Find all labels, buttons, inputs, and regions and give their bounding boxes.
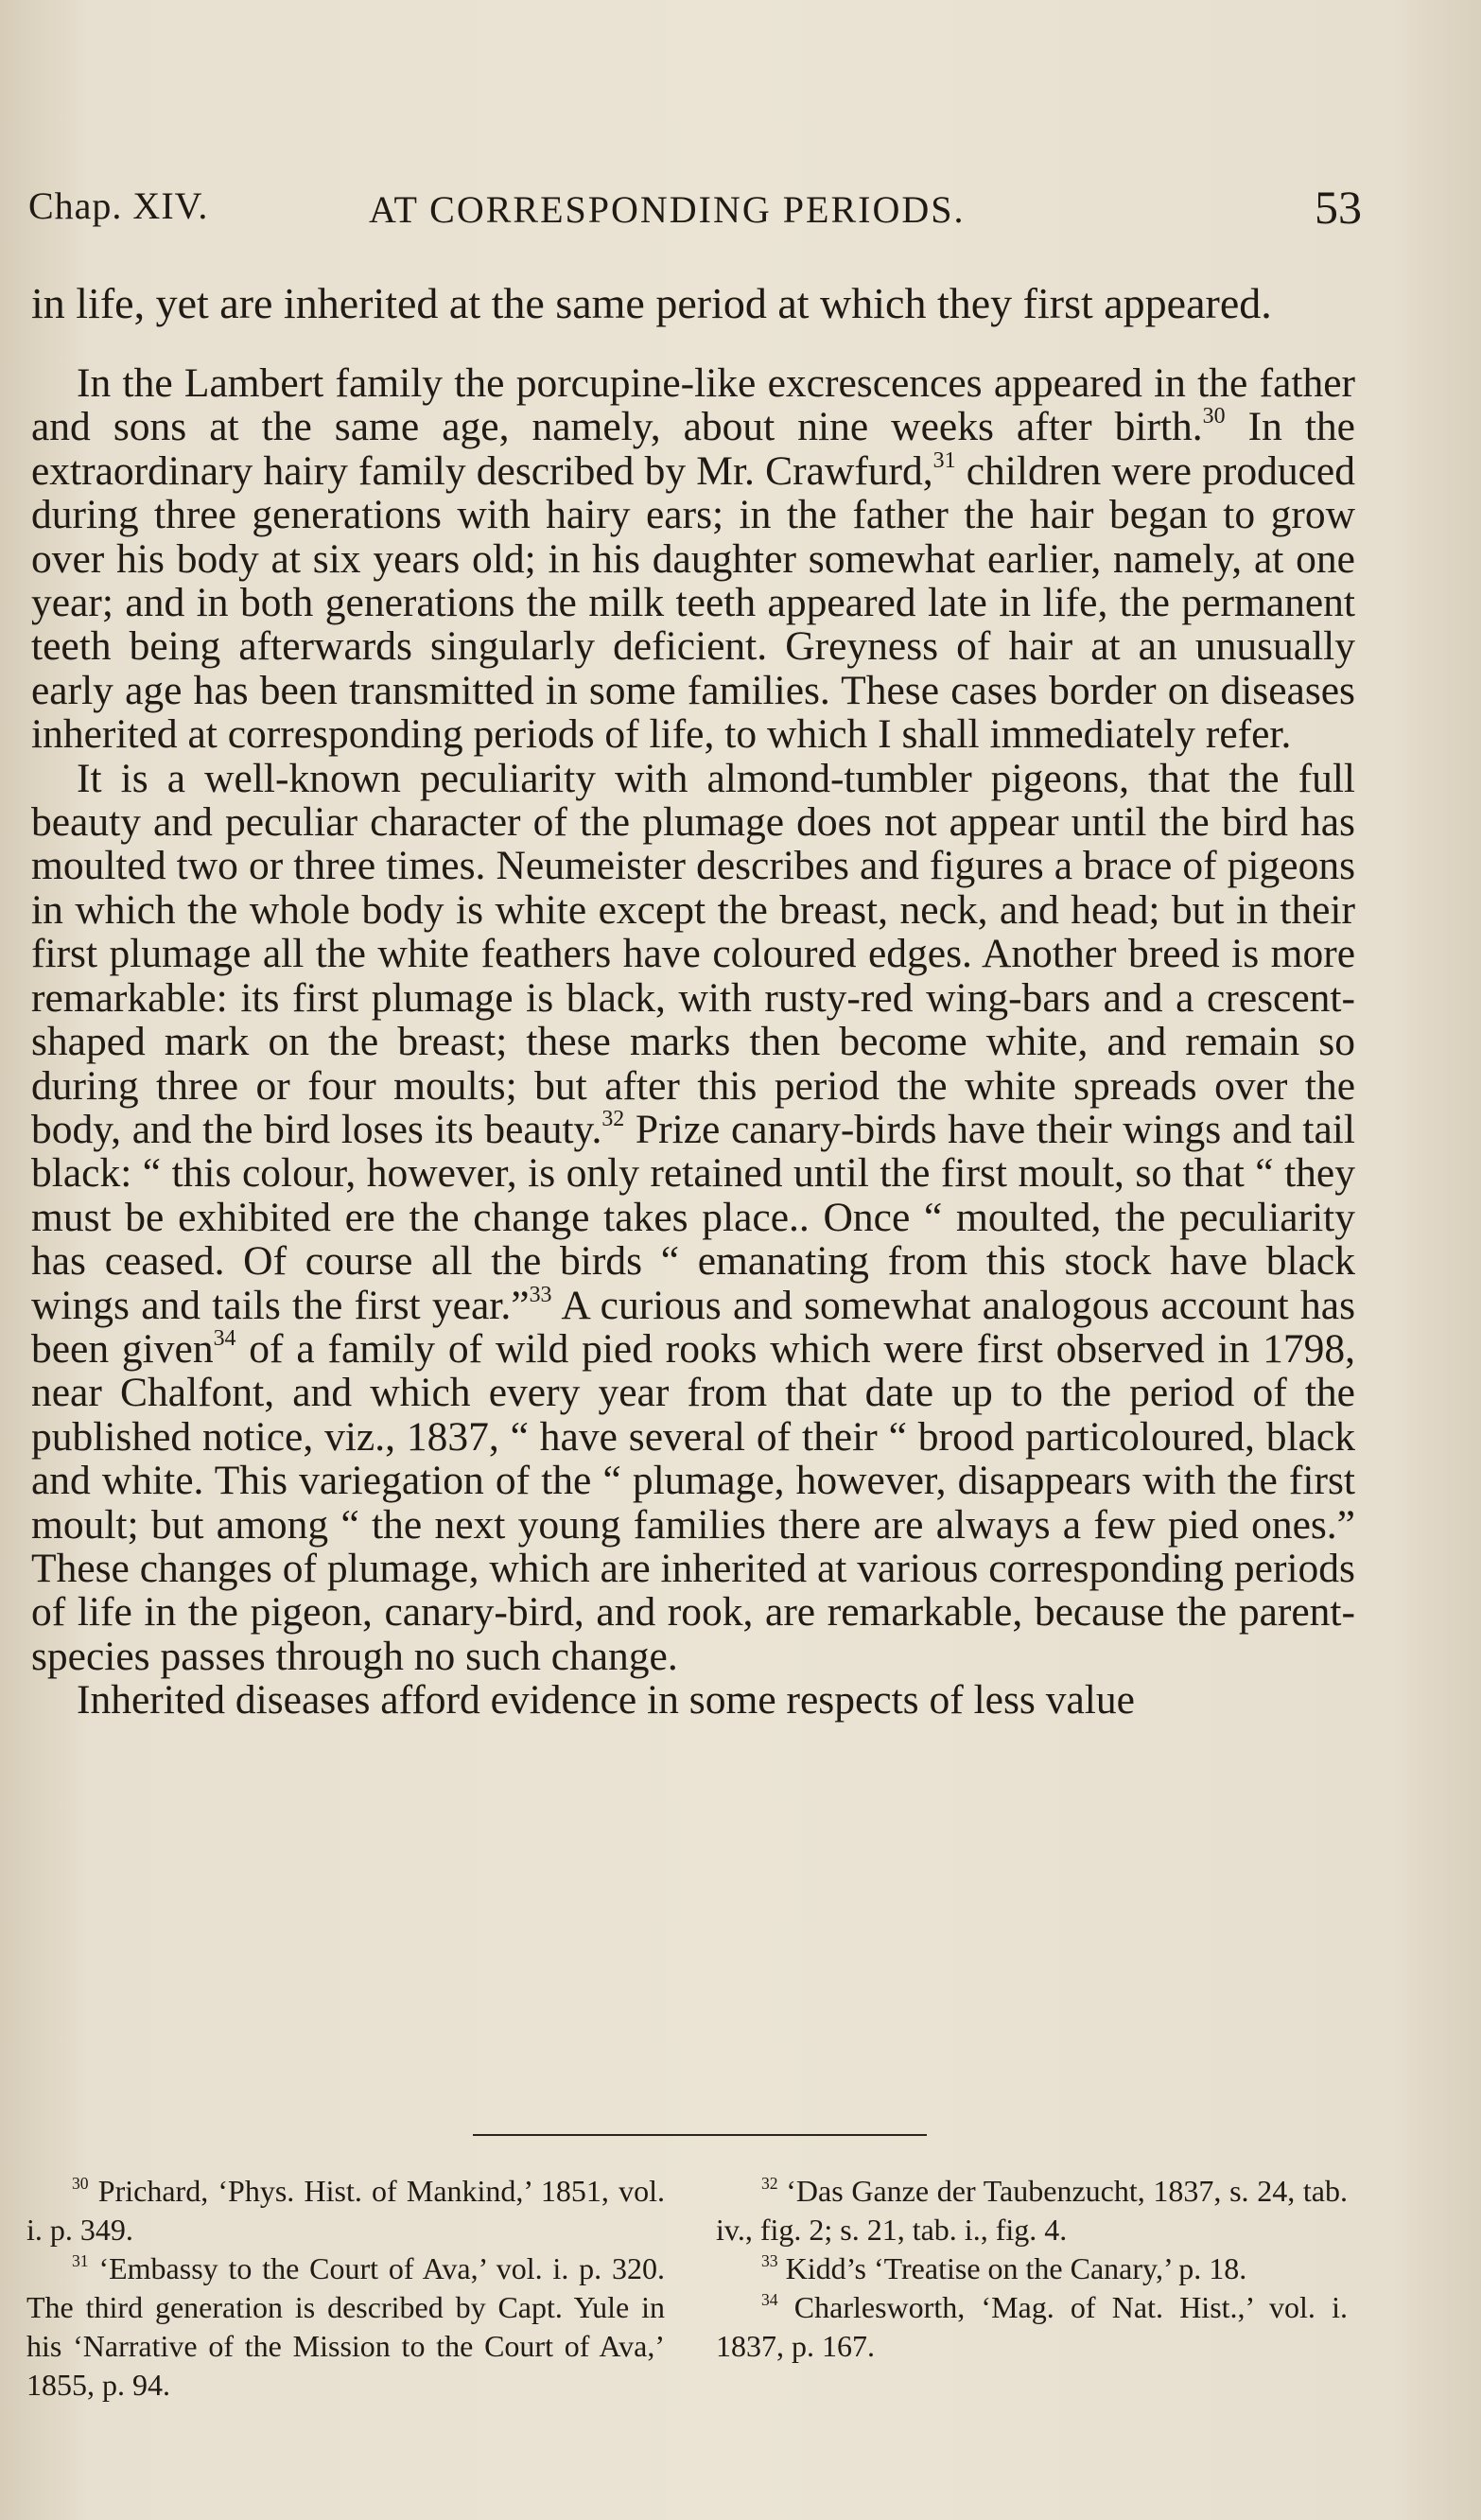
running-header: [28, 180, 1362, 246]
footnote: [26, 2172, 665, 2249]
footnotes-left-column: [26, 2172, 665, 2405]
continued-paragraph: in life, yet are inherited at the same period at which they first appeared.: [31, 279, 1272, 327]
text-run: It is a well-known peculiarity with almond-tumbler pigeons, that the full beauty and peculiar character of the plumage does not appear until the bird has moulted two or three times. Neumeister describes and figures a brace of pigeons in which the whole body is white except the breast, neck, and head; but in their first plumage all the white feathers have coloured edges. Another breed is more remarkable: its first plumage is black, with rusty-red wing-bars and a crescent-shaped mark on the breast; these marks then become white, and remain so during three or four moults; but after this period the white spreads over the body, and the bird loses its beauty.: [31, 755, 1355, 1152]
footnote-mark: 32: [761, 2173, 778, 2193]
body-text: [31, 276, 1355, 1723]
chapter-label: Chap. XIV.: [28, 184, 209, 227]
footnote-ref: 32: [601, 1106, 625, 1131]
footnote-ref: 34: [213, 1326, 236, 1351]
footnote-divider: [473, 2134, 927, 2136]
footnote-mark: 34: [761, 2289, 778, 2309]
footnote-ref: 33: [529, 1282, 552, 1307]
footnote-text: Prichard, ‘Phys. Hist. of Mankind,’ 1851, vol. i. p. 349.: [26, 2174, 665, 2247]
footnote-text: Charlesworth, ‘Mag. of Nat. Hist.,’ vol. i. 1837, p. 167.: [716, 2290, 1348, 2363]
text-run: In the Lambert family the porcupine-like excrescences appeared in the father and sons at the same age, namely, about nine weeks after birth.: [31, 360, 1355, 450]
page-number: 53: [1315, 181, 1362, 234]
footnote-text: Kidd’s ‘Treatise on the Canary,’ p. 18.: [777, 2251, 1247, 2285]
footnote-mark: 30: [72, 2173, 89, 2193]
footnote: [716, 2288, 1348, 2366]
running-title: AT CORRESPONDING PERIODS.: [369, 188, 966, 231]
text-run: Prize canary-birds have their wings and tail black: “ this colour, however, is only retained until the first moult, so that “ they must be exhibited ere the change takes place.. Once “ moulted, the peculiarity has ceased. Of course all the birds “ emanating from this stock have black wings and tails the first year.”: [31, 1106, 1355, 1328]
footnotes-right-column: [716, 2172, 1348, 2366]
text-run: of a family of wild pied rooks which were first observed in 1798, near Chalfont, and which every year from that date up to the period of the published notice, viz., 1837, “ have several of their “ brood particoloured, black and white. This variegation of the “ plumage, however, disappears with the first moult; but among “ the next young families there are always a few pied ones.” These changes of plumage, which are inherited at various corresponding periods of life in the pigeon, canary-bird, and rook, are remarkable, because the parent-species passes through no such change.: [31, 1325, 1355, 1679]
footnote-mark: 31: [72, 2250, 89, 2270]
paragraph-inherited-diseases: Inherited diseases afford evidence in some respects of less value: [77, 1677, 1135, 1724]
footnote-ref: 31: [932, 447, 956, 473]
footnote-text: ‘Das Ganze der Taubenzucht, 1837, s. 24, tab. iv., fig. 2; s. 21, tab. i., fig. 4.: [716, 2174, 1348, 2247]
paragraph-lambert-family: [31, 361, 1355, 757]
footnote-mark: 33: [761, 2250, 778, 2270]
footnote-text: ‘Embassy to the Court of Ava,’ vol. i. p. 320. The third generation is described by Capt. Yule in his ‘Narrative of the Mission to the Court of Ava,’ 1855, p. 94.: [26, 2251, 665, 2402]
footnote-ref: 30: [1202, 404, 1226, 429]
footnote: [716, 2249, 1348, 2288]
text-run: children were produced during three generations with hairy ears; in the father the hair began to grow over his body at six years old; in his daughter somewhat earlier, namely, at one year; and in both generations the milk teeth appeared late in life, the permanent teeth being afterwards singularly deficient. Greyness of hair at an unusually early age has been transmitted in some families. These cases border on diseases inherited at corresponding periods of life, to which I shall immediately refer.: [31, 447, 1355, 758]
footnote: [26, 2249, 665, 2405]
footnote: [716, 2172, 1348, 2249]
text-run: A curious and somewhat analogous account has been given: [31, 1282, 1356, 1372]
text-run: In the extraordinary hairy family described by Mr. Crawfurd,: [31, 404, 1355, 494]
paragraph-pigeons: [31, 757, 1355, 1679]
